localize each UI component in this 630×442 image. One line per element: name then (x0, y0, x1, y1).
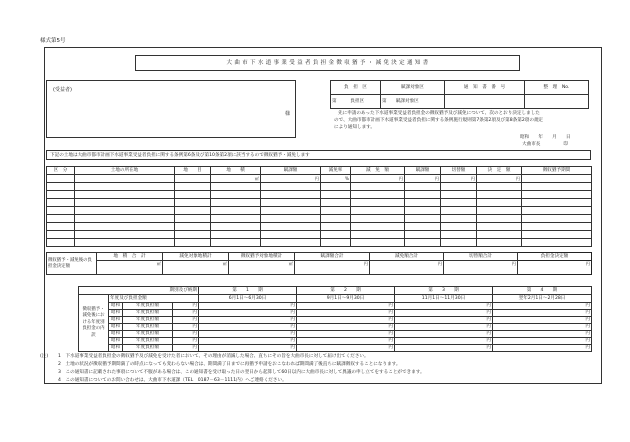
p3-yen: 円 (395, 317, 493, 324)
p3-yen: 円 (395, 338, 493, 345)
year-amount-label: 年度負担額 (123, 338, 173, 345)
p4-yen: 円 (493, 310, 592, 317)
col-land-type: 地 目 (175, 167, 211, 175)
assessed-unit: 円 (261, 175, 321, 183)
p1-yen: 円 (199, 317, 297, 324)
period-label: 期別及び納期 (79, 287, 199, 295)
p4-yen: 円 (493, 338, 592, 345)
year-total-yen: 円 (173, 303, 199, 310)
col-assessed: 賦課額 (261, 167, 321, 175)
p4-yen: 円 (493, 331, 592, 338)
reduction-area-value: ㎡ (163, 261, 229, 275)
summary-row-label: 徴収猶予・減免後の負担金決定額 (47, 253, 97, 275)
p4-yen: 円 (493, 324, 592, 331)
era-label: 昭和 (109, 303, 123, 310)
p3-yen: 円 (395, 310, 493, 317)
year-total-yen: 円 (173, 317, 199, 324)
recipient-honorific: 様 (285, 111, 291, 117)
era-label: 昭和 (109, 324, 123, 331)
reduction-unit: 円 (351, 175, 405, 183)
year-amount-label: 年度負担額 (123, 310, 173, 317)
year-amount-label: 年度負担額 (123, 331, 173, 338)
switch-total-value: 円 (444, 261, 518, 275)
period-1-dates: 6月1日～6月30日 (199, 295, 297, 303)
period-4-name: 第 4 期 (493, 287, 592, 295)
schedule-row-label: 徴収猶予・減免後における年度別負担金の内訳 (79, 295, 109, 352)
issue-date: 昭和 年 月 日 (520, 135, 571, 140)
col-assessed-total: 賦課額合計 (295, 253, 370, 261)
col-location: 土地の所在地 (75, 167, 175, 175)
col-deferral-area: 徴収猶予対象地積計 (229, 253, 295, 261)
col-reduction: 減 免 額 (351, 167, 405, 175)
col-assessment-area: 賦課対象区 (381, 81, 445, 95)
era-label: 昭和 (109, 310, 123, 317)
p2-yen: 円 (297, 324, 395, 331)
deferral-area-value: ㎡ (229, 261, 295, 275)
period-4-dates: 翌年2月1日～2月28日 (493, 295, 592, 303)
intro-line-3: により通知します。 (334, 125, 375, 130)
intro-line-2: ので、大曲市都市計画下水道事業受益者負担に関する条例施行規則第7条第2項及び第8条第2項の規定 (334, 118, 544, 123)
note-4: 4 この通知書についてのお問い合わせは、大曲市下水道課（TEL 0187－63－1111内）へご連絡ください。 (58, 378, 287, 383)
note-2: 2 土地の状況が徴収猶予期間満了の時点になっても変わらない場合は、期間満了日までに再猶予申請をおこなわれば期間満了後直ちに賦課徴収することになります。 (58, 362, 401, 367)
year-total-yen: 円 (173, 310, 199, 317)
summary-table (46, 252, 592, 275)
col-switch: 切替額 (441, 167, 477, 175)
p1-yen: 円 (199, 303, 297, 310)
mayor-signature: 大曲市長 印 (522, 142, 568, 147)
land-caption-box (46, 150, 591, 160)
p2-yen: 円 (297, 317, 395, 324)
notes-label: (注) (40, 354, 49, 359)
year-total-yen: 円 (173, 324, 199, 331)
p3-yen: 円 (395, 303, 493, 310)
era-label: 昭和 (109, 317, 123, 324)
area-unit: ㎡ (211, 175, 261, 183)
year-total-yen: 円 (173, 338, 199, 345)
p4-yen: 円 (493, 317, 592, 324)
decided-unit: 円 (477, 175, 522, 183)
year-amount-label: 年度負担額 (123, 345, 173, 352)
p4-yen: 円 (493, 303, 592, 310)
p1-yen: 円 (199, 345, 297, 352)
p2-yen: 円 (297, 338, 395, 345)
note-3: 3 この通知書に記載された事項について不服がある場合は、この通知書を受け取った日の翌日から起算して60日以内に大曲市長に対して異議の申し立てをすることができます。 (58, 370, 425, 375)
period-2-dates: 9月1日～9月30日 (297, 295, 395, 303)
reference-no-value (525, 95, 589, 109)
reduction-total-value: 円 (370, 261, 444, 275)
p4-yen: 円 (493, 345, 592, 352)
p3-yen: 円 (395, 345, 493, 352)
year-amount-label: 年度負担額 (123, 317, 173, 324)
switch-unit: 円 (441, 175, 477, 183)
col-reduction-total: 減免額合計 (370, 253, 444, 261)
year-total-yen: 円 (173, 345, 199, 352)
col-category: 区 分 (47, 167, 75, 175)
period-2-name: 第 2 期 (297, 287, 395, 295)
form-id: 様式第5号 (40, 38, 66, 44)
period-3-name: 第 3 期 (395, 287, 493, 295)
p1-yen: 円 (199, 310, 297, 317)
year-amount-label: 年度負担額 (123, 303, 173, 310)
year-amount-label: 年度負担額 (123, 324, 173, 331)
col-area: 地 積 (211, 167, 261, 175)
total-area-value: ㎡ (97, 261, 163, 275)
recipient-box (46, 80, 296, 138)
year-label: 年度及び負担金額 (109, 295, 199, 303)
period-3-dates: 11月1日～11月30日 (395, 295, 493, 303)
assessed2-unit: 円 (405, 175, 441, 183)
recipient-label: (受益者) (53, 87, 72, 93)
era-label: 昭和 (109, 345, 123, 352)
title-box (135, 55, 520, 71)
col-deferral-period: 徴収猶予期間 (522, 167, 592, 175)
col-assessed-2: 賦課額 (405, 167, 441, 175)
p2-yen: 円 (297, 331, 395, 338)
era-label: 昭和 (109, 338, 123, 345)
land-table (46, 166, 592, 247)
p2-yen: 円 (297, 345, 395, 352)
col-notice-number: 通 知 書 番 号 (445, 81, 525, 95)
col-switch-total: 切替額合計 (444, 253, 518, 261)
p1-yen: 円 (199, 338, 297, 345)
burden-area-value: 第 負担区 (331, 95, 381, 109)
assessment-area-value: 第 賦課対象区 (381, 95, 445, 109)
document-title: 大 曲 市 下 水 道 事 業 受 益 者 負 担 金 徴 収 猶 予 ・ 減 免 決 定 通 知 書 (226, 59, 429, 66)
period-1-name: 第 1 期 (199, 287, 297, 295)
col-reference-no: 整 理 No. (525, 81, 589, 95)
p1-yen: 円 (199, 324, 297, 331)
p1-yen: 円 (199, 331, 297, 338)
notice-number-value (445, 95, 525, 109)
land-caption: 下記の土地は大曲市都市計画下水道事業受益者負担に関する条例第6条及び第10条第2項に該当するので徴収猶予・減免します (50, 153, 310, 158)
col-rate: 減免率 (321, 167, 351, 175)
schedule-table (78, 286, 592, 352)
intro-line-1: 先に申請のあった下水道事業受益者負担金の徴収猶予及び減免について、次のとおり決定しました (338, 111, 540, 116)
note-1: 1 下水道事業受益者負担金の徴収猶予及び減免を受けた者において、その理由が消滅した場合、直ちにその旨を大曲市長に対して届け出てください。 (58, 354, 369, 359)
final-amount-value: 円 (518, 261, 592, 275)
era-label: 昭和 (109, 331, 123, 338)
p3-yen: 円 (395, 331, 493, 338)
col-total-area: 地 積 合 計 (97, 253, 163, 261)
col-burden-area: 負 担 区 (331, 81, 381, 95)
p3-yen: 円 (395, 324, 493, 331)
col-reduction-area: 減免対象地積計 (163, 253, 229, 261)
assessed-total-value: 円 (295, 261, 370, 275)
p2-yen: 円 (297, 310, 395, 317)
notice-info-table (330, 80, 589, 109)
rate-unit: % (321, 175, 351, 183)
p2-yen: 円 (297, 303, 395, 310)
year-total-yen: 円 (173, 331, 199, 338)
col-final-amount: 負担金決定額 (518, 253, 592, 261)
col-decided: 決 定 額 (477, 167, 522, 175)
